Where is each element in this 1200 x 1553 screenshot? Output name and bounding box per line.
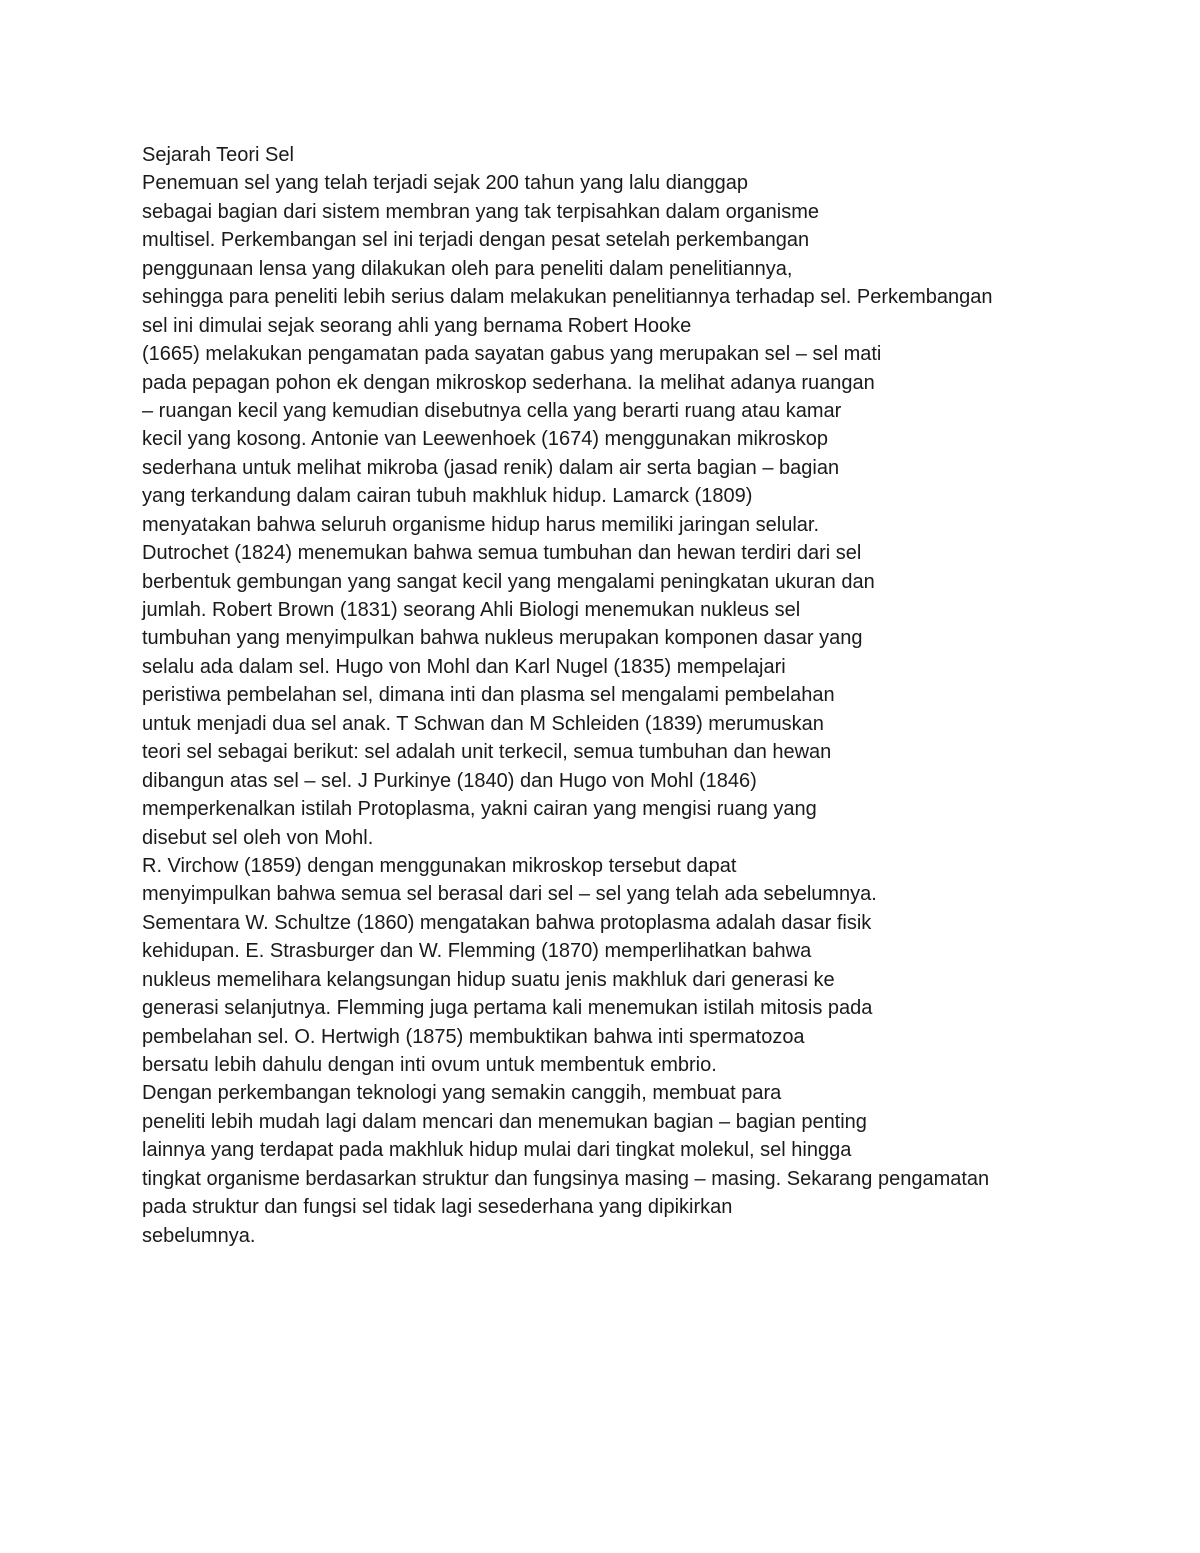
text-line: menyatakan bahwa seluruh organisme hidup harus memiliki jaringan selular. xyxy=(142,513,820,536)
text-line: Dengan perkembangan teknologi yang semakin canggih, membuat para xyxy=(142,1082,782,1105)
text-line: nukleus memelihara kelangsungan hidup suatu jenis makhluk dari generasi ke xyxy=(142,968,835,991)
text-line: untuk menjadi dua sel anak. T Schwan dan M Schleiden (1839) merumuskan xyxy=(142,712,824,735)
text-line: tumbuhan yang menyimpulkan bahwa nukleus merupakan komponen dasar yang xyxy=(142,627,863,650)
text-line: disebut sel oleh von Mohl. xyxy=(142,826,374,849)
text-line: lainnya yang terdapat pada makhluk hidup mulai dari tingkat molekul, sel hingga xyxy=(142,1139,852,1162)
text-line: peneliti lebih mudah lagi dalam mencari dan menemukan bagian – bagian penting xyxy=(142,1110,867,1133)
text-line: sehingga para peneliti lebih serius dalam melakukan penelitiannya terhadap sel. Perkembangan xyxy=(142,286,993,309)
text-line: pada pepagan pohon ek dengan mikroskop sederhana. Ia melihat adanya ruangan xyxy=(142,371,875,394)
document-body xyxy=(142,141,1142,1250)
text-line: teori sel sebagai berikut: sel adalah unit terkecil, semua tumbuhan dan hewan xyxy=(142,741,832,764)
text-line: tingkat organisme berdasarkan struktur dan fungsinya masing – masing. Sekarang pengamatan xyxy=(142,1167,990,1190)
text-line: berbentuk gembungan yang sangat kecil yang mengalami peningkatan ukuran dan xyxy=(142,570,875,593)
text-line: penggunaan lensa yang dilakukan oleh para peneliti dalam penelitiannya, xyxy=(142,257,793,280)
document-title: Sejarah Teori Sel xyxy=(142,144,294,166)
text-line: generasi selanjutnya. Flemming juga pertama kali menemukan istilah mitosis pada xyxy=(142,997,873,1020)
text-line: multisel. Perkembangan sel ini terjadi dengan pesat setelah perkembangan xyxy=(142,229,810,252)
text-line: R. Virchow (1859) dengan menggunakan mikroskop tersebut dapat xyxy=(142,854,737,877)
text-line: sederhana untuk melihat mikroba (jasad renik) dalam air serta bagian – bagian xyxy=(142,456,840,479)
text-line: (1665) melakukan pengamatan pada sayatan gabus yang merupakan sel – sel mati xyxy=(142,343,882,366)
text-line: sebelumnya. xyxy=(142,1224,256,1247)
text-line: jumlah. Robert Brown (1831) seorang Ahli Biologi menemukan nukleus sel xyxy=(142,599,801,621)
text-line: menyimpulkan bahwa semua sel berasal dari sel – sel yang telah ada sebelumnya. xyxy=(142,883,877,906)
text-line: pembelahan sel. O. Hertwigh (1875) membuktikan bahwa inti spermatozoa xyxy=(142,1025,805,1048)
text-line: memperkenalkan istilah Protoplasma, yakni cairan yang mengisi ruang yang xyxy=(142,798,817,821)
text-line: sebagai bagian dari sistem membran yang tak terpisahkan dalam organisme xyxy=(142,200,820,223)
text-line: – ruangan kecil yang kemudian disebutnya cella yang berarti ruang atau kamar xyxy=(142,399,842,422)
text-line: kecil yang kosong. Antonie van Leewenhoek (1674) menggunakan mikroskop xyxy=(142,428,828,451)
text-line: bersatu lebih dahulu dengan inti ovum untuk membentuk embrio. xyxy=(142,1054,717,1076)
text-line: pada struktur dan fungsi sel tidak lagi sesederhana yang dipikirkan xyxy=(142,1196,733,1219)
text-line: sel ini dimulai sejak seorang ahli yang bernama Robert Hooke xyxy=(142,314,692,337)
text-line: selalu ada dalam sel. Hugo von Mohl dan Karl Nugel (1835) mempelajari xyxy=(142,655,786,678)
text-line: yang terkandung dalam cairan tubuh makhluk hidup. Lamarck (1809) xyxy=(142,485,753,508)
text-line: dibangun atas sel – sel. J Purkinye (1840) dan Hugo von Mohl (1846) xyxy=(142,769,757,792)
text-line: Sementara W. Schultze (1860) mengatakan bahwa protoplasma adalah dasar fisik xyxy=(142,911,872,934)
text-line: peristiwa pembelahan sel, dimana inti dan plasma sel mengalami pembelahan xyxy=(142,684,835,707)
text-line: Dutrochet (1824) menemukan bahwa semua tumbuhan dan hewan terdiri dari sel xyxy=(142,542,862,565)
text-line: kehidupan. E. Strasburger dan W. Flemming (1870) memperlihatkan bahwa xyxy=(142,940,812,963)
text-line: Penemuan sel yang telah terjadi sejak 200 tahun yang lalu dianggap xyxy=(142,172,748,195)
